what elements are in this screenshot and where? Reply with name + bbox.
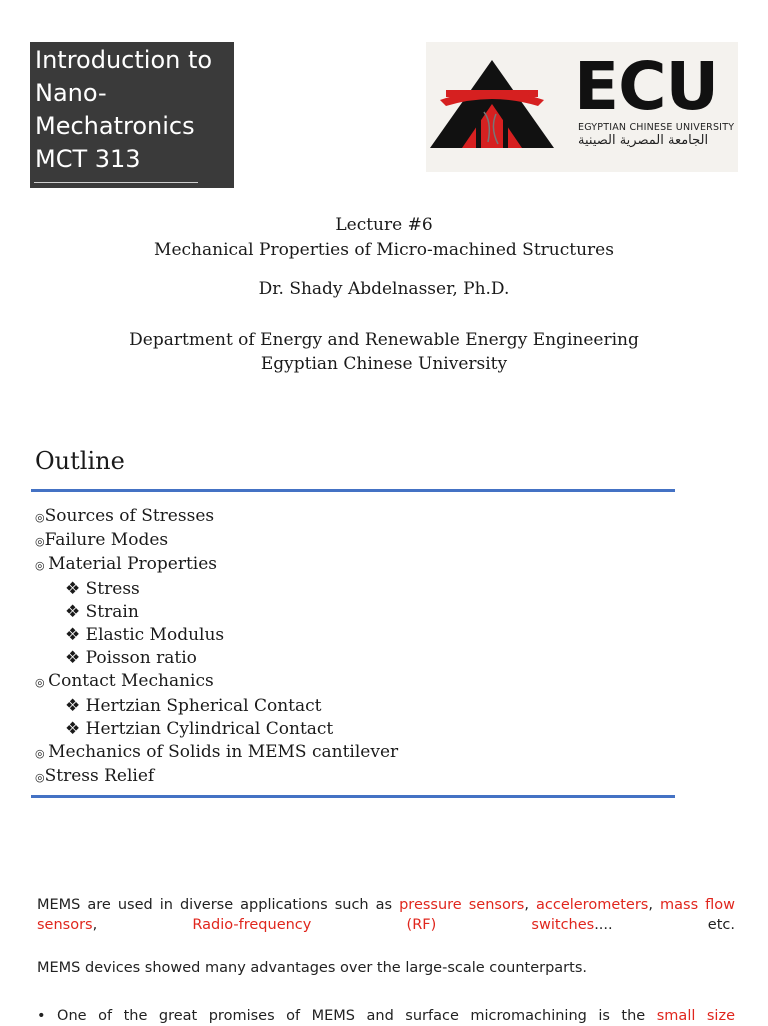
outline-subitem	[35, 601, 398, 624]
paragraph-bullet-line	[37, 1006, 735, 1026]
lecture-topic: Mechanical Properties of Micro-machined Structures	[154, 240, 614, 260]
paragraph-advantages: MEMS devices showed many advantages over the large-scale counterparts.	[37, 960, 587, 976]
paragraph-text: ,	[92, 917, 193, 933]
outline-item	[35, 505, 398, 529]
outline-subitem	[35, 578, 398, 601]
outline-item-text: Stress Relief	[44, 766, 155, 787]
outline-item-text: Failure Modes	[44, 530, 169, 551]
course-title-line-2: Nano-	[35, 79, 107, 107]
outline-item	[35, 529, 398, 553]
paragraph-text: .... etc.	[594, 917, 735, 933]
university-name: Egyptian Chinese University	[260, 354, 508, 374]
circle-bullet-icon: ◎	[35, 676, 49, 690]
circle-bullet-icon: ◎	[35, 771, 45, 785]
outline-subitem	[35, 695, 398, 718]
course-title-box	[30, 42, 234, 188]
diamond-bullet-icon: ❖	[65, 625, 86, 646]
course-title-line-4: MCT 313	[35, 145, 141, 173]
diamond-bullet-icon: ❖	[65, 695, 86, 716]
outline-subitem-text: Hertzian Cylindrical Contact	[85, 718, 334, 739]
department-name: Department of Energy and Renewable Energy Engineering	[129, 330, 639, 350]
circle-bullet-icon: ◎	[35, 559, 49, 573]
paragraph-text: • One of the great promises of MEMS and surface micromachining is the	[37, 1008, 657, 1024]
logo-acronym: ECU	[574, 48, 719, 125]
paragraph-applications	[37, 895, 735, 935]
course-title-line-3: Mechatronics	[35, 112, 195, 140]
diamond-bullet-icon: ❖	[65, 601, 86, 622]
outline-heading: Outline	[35, 447, 125, 475]
outline-subitem-text: Poisson ratio	[85, 648, 197, 669]
paragraph-text: ,	[524, 897, 536, 913]
outline-subitem-text: Hertzian Spherical Contact	[85, 695, 322, 716]
outline-subitem	[35, 718, 398, 741]
highlight-pressure-sensors: pressure sensors	[399, 897, 525, 913]
outline-item	[35, 670, 398, 694]
university-logo	[426, 42, 738, 172]
outline-item	[35, 765, 398, 789]
outline-subitem	[35, 624, 398, 647]
paragraph-bullet	[37, 1006, 735, 1026]
diamond-bullet-icon: ❖	[65, 718, 86, 739]
outline-item	[35, 741, 398, 765]
diamond-bullet-icon: ❖	[65, 578, 86, 599]
highlight-small-size: small size	[656, 1008, 735, 1024]
highlight-accelerometers: accelerometers	[535, 897, 649, 913]
outline-item-text: Material Properties	[48, 554, 218, 575]
highlight-mass-flow-sensors: mass flow sensors	[37, 897, 735, 933]
outline-top-rule	[31, 489, 675, 492]
outline-subitem-text: Strain	[85, 601, 139, 622]
circle-bullet-icon: ◎	[35, 747, 49, 761]
outline-item-text: Contact Mechanics	[48, 671, 214, 692]
diamond-bullet-icon: ❖	[65, 648, 86, 669]
paragraph-text: MEMS are used in diverse applications such as	[37, 897, 400, 913]
highlight-rf-switches: Radio-frequency (RF) switches	[192, 917, 595, 933]
lecturer-name: Dr. Shady Abdelnasser, Ph.D.	[258, 279, 510, 299]
course-title-line-1: Introduction to	[35, 46, 213, 74]
circle-bullet-icon: ◎	[35, 511, 45, 524]
outline-subitem-text: Stress	[85, 578, 140, 599]
title-underline	[34, 182, 198, 183]
outline-item-text: Sources of Stresses	[44, 506, 215, 526]
paragraph-text: ,	[648, 897, 660, 913]
outline-item	[35, 553, 398, 577]
outline-list	[35, 505, 398, 789]
circle-bullet-icon: ◎	[35, 535, 45, 549]
logo-arabic-name: الجامعة المصرية الصينية	[578, 133, 709, 148]
outline-subitem	[35, 647, 398, 670]
logo-english-name: EGYPTIAN CHINESE UNIVERSITY	[578, 122, 735, 133]
paragraph-applications-line-1	[37, 895, 735, 935]
outline-bottom-rule	[31, 795, 675, 798]
outline-item-text: Mechanics of Solids in MEMS cantilever	[48, 742, 399, 763]
lecture-number: Lecture #6	[335, 215, 433, 235]
outline-subitem-text: Elastic Modulus	[85, 625, 225, 646]
